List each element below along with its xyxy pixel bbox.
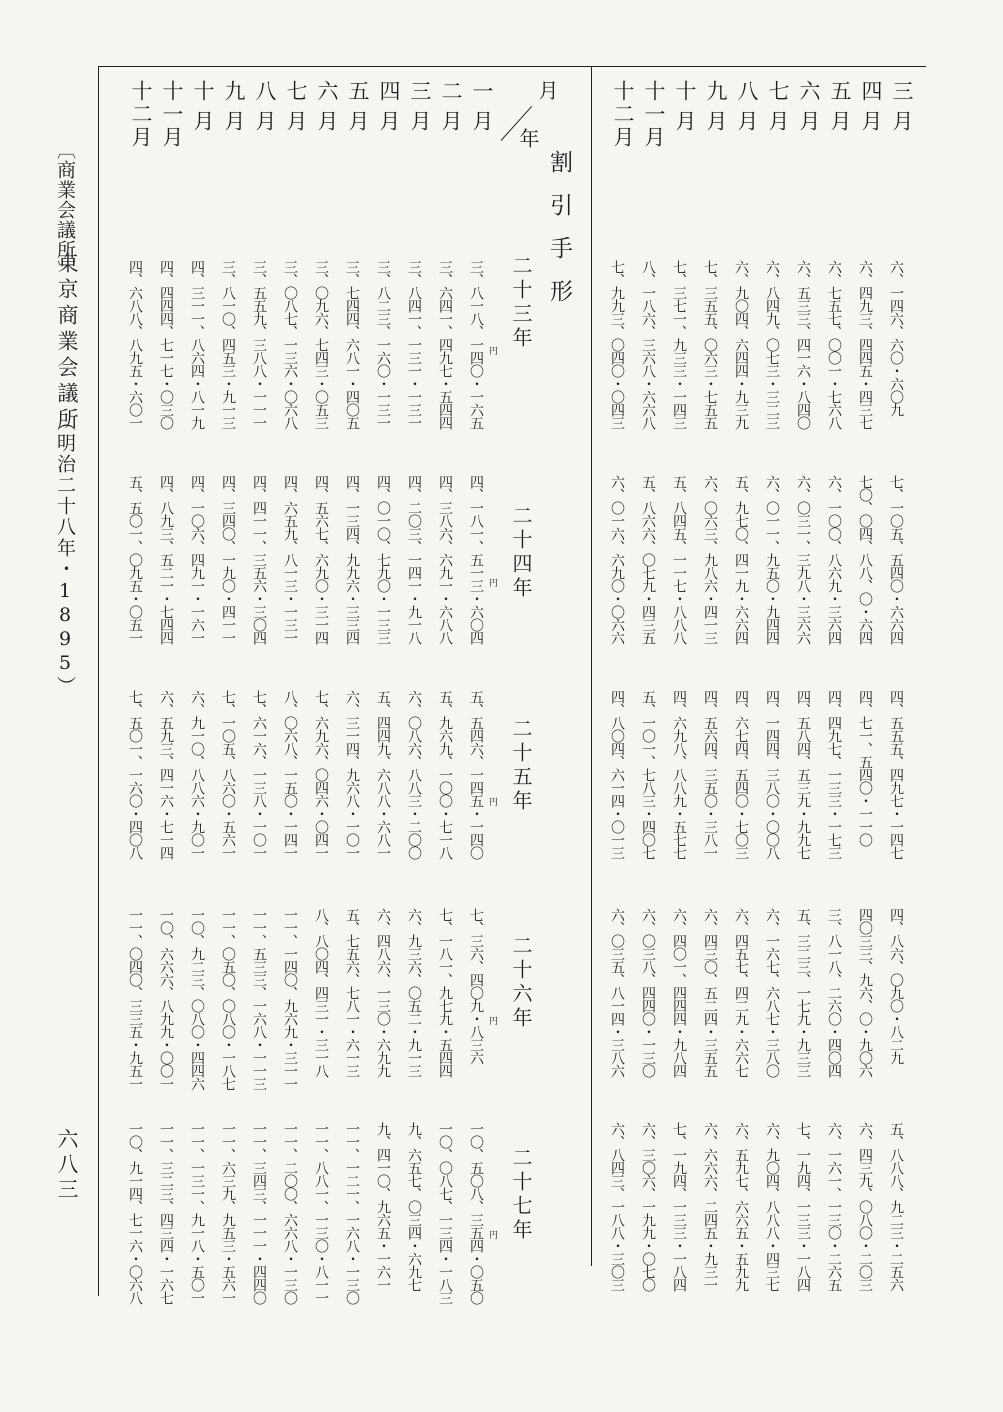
table-cell: 四、三八六、六九一・六八八 <box>437 475 453 644</box>
table-cell: 六、九三六、〇五二・九一三 <box>406 908 422 1077</box>
month-label: 八月 <box>735 80 759 140</box>
year-header-27: 二十七年 <box>509 1147 533 1243</box>
month-label: 四月 <box>859 80 883 140</box>
table-cell: 四、四四四、七一七・〇三〇 <box>158 260 174 429</box>
month-label: 七月 <box>284 80 308 140</box>
table-cell: 三、七四四、六八一・四〇五 <box>344 260 360 429</box>
table-cell: 一一、五三三、一六八・一一三 <box>251 908 267 1090</box>
table-cell: 六、三一四、九六八・一〇一 <box>344 690 360 859</box>
table-cell: 三、八二三、一六〇・一三一 <box>375 260 391 429</box>
table-cell: 六、三〇六、一九九・〇七〇 <box>640 1122 656 1291</box>
month-label: 十一月 <box>642 80 666 149</box>
table-cell: 六、〇三五、八一四・三八六 <box>609 908 625 1077</box>
table-cell: 五、一〇一、七八三・四〇七 <box>640 690 656 859</box>
table-cell: 三、八一〇、四五三・九一三 <box>220 260 236 429</box>
year-header-23: 二十三年 <box>509 255 533 351</box>
table-cell: 六、八四九、〇七三・三二三 <box>764 260 780 429</box>
table-cell: 七、一〇五、五四〇・六六四 <box>888 475 904 644</box>
table-cell: 六、四八六、一三〇・六九九 <box>375 908 391 1077</box>
table-cell: 四、五五五、四九七・一四七 <box>888 690 904 859</box>
table-cell: 六、八四三、一八八・三〇三 <box>609 1122 625 1291</box>
table-cell: 一一、一四〇、九六九・三一一 <box>282 908 298 1090</box>
corner-month-label: 月 <box>535 80 559 100</box>
table-cell: 七〇、〇四、八八、〇・六四 <box>857 475 873 644</box>
month-label: 九月 <box>222 80 246 140</box>
table-cell: 五、四四九、六八八・六八一 <box>375 690 391 859</box>
month-label: 六月 <box>315 80 339 140</box>
table-cell: 八、八〇四、四三一・三一八 <box>313 908 329 1077</box>
table-cell: 五、八六六、〇七九・四三五 <box>640 475 656 644</box>
page-number: 六八三 <box>55 1128 79 1203</box>
table-cell: 七、三七一、九三三・一四三 <box>671 260 687 429</box>
month-label: 十月 <box>673 80 697 140</box>
month-label: 一月 <box>470 80 494 140</box>
month-label: 七月 <box>766 80 790 140</box>
table-cell: 六、一〇〇、八六九・三六四 <box>826 475 842 644</box>
table-cell: 四、五八四、五三九・九九七 <box>795 690 811 859</box>
year-header-24: 二十四年 <box>509 505 533 601</box>
table-cell: 五、七五六、七八一・六一三 <box>344 908 360 1077</box>
table-cell: 六、四五七、四二九・六六七 <box>733 908 749 1077</box>
table-cell: 六、一六七、六八七・三八〇 <box>764 908 780 1077</box>
table-cell: 一一、〇四〇、三三五・九五一 <box>127 908 143 1090</box>
table-cell: 六、一六一、一三〇・二六五 <box>826 1122 842 1291</box>
table-cell: 八、〇六八、一五〇・一四一 <box>282 690 298 859</box>
month-label: 十二月 <box>611 80 635 149</box>
month-label: 四月 <box>377 80 401 140</box>
table-cell: 六、七五七、〇〇一・七六八 <box>826 260 842 429</box>
year-header-25: 二十五年 <box>509 718 533 814</box>
table-cell: 四、八六、〇九〇・八二九 <box>888 908 904 1064</box>
table-cell: 五、九六九、一〇〇・七一八 <box>437 690 453 859</box>
publisher-label: 東京商業会議所 <box>55 252 79 434</box>
table-cell: 七、三五五、〇六三・七五五 <box>702 260 718 429</box>
table-cell: 三、五五九、三八八・一一一 <box>251 260 267 429</box>
table-cell: 七、六一六、一三八・一〇一 <box>251 690 267 859</box>
table-cell: 四、八〇四、六一四・〇一三 <box>609 690 625 859</box>
table-cell: 三、六四一、四九七・五四四 <box>437 260 453 429</box>
table-cell: 五、九七〇、四一九・六六四 <box>733 475 749 644</box>
table-cell: 四、五六七、六九〇・三一四 <box>313 475 329 644</box>
table-top-rule <box>98 66 926 67</box>
table-cell: 四、七一、五四〇・一一〇 <box>857 690 873 846</box>
table-cell: 一一、二〇〇、六六八・一三〇 <box>282 1122 298 1304</box>
table-cell: 六、九〇四、六四四・九三九 <box>733 260 749 429</box>
table-cell: 六、〇一一、九五〇・九四四 <box>764 475 780 644</box>
table-cell: 七、三六、四〇九・八三六 <box>468 908 484 1064</box>
table-cell: 六、〇六三、九八六・四一三 <box>702 475 718 644</box>
table-cell: 七、一八一、九七九・五四四 <box>437 908 453 1077</box>
table-cell: 四、四一一、三五六・三〇四 <box>251 475 267 644</box>
table-cell: 七、六九六、〇四六・〇四一 <box>313 690 329 859</box>
table-cell: 一一、三二三、四三四・一六七 <box>158 1122 174 1304</box>
source-label: 〔商業会議所〕 <box>54 140 76 280</box>
table-cell: 四、三一一、八六四・八一九 <box>189 260 205 429</box>
table-cell: 七、九九三、〇四〇・〇四三 <box>609 260 625 429</box>
table-cell: 六、五九七、六六五・五九九 <box>733 1122 749 1291</box>
month-label: 八月 <box>253 80 277 140</box>
table-cell: 一一、三四三、一一一・四四〇 <box>251 1122 267 1304</box>
table-cell: 六、〇三一、三九八・三六六 <box>795 475 811 644</box>
table-cell: 三、八四一、一三一・一三一 <box>406 260 422 429</box>
table-cell: 七、一九四、一三三・一八四 <box>671 1122 687 1291</box>
table-cell: 七、一九四、一三三・一八四 <box>795 1122 811 1291</box>
table-cell: 五、五〇一、〇九五・〇五一 <box>127 475 143 644</box>
table-cell: 四、三四〇、一九〇・四一一 <box>220 475 236 644</box>
table-cell: 六、四三〇、五二四・三五五 <box>702 908 718 1077</box>
table-cell: 一〇、六六六、八九九・〇〇一 <box>158 908 174 1090</box>
table-cell: 四、一〇六、四九一・一六一 <box>189 475 205 644</box>
month-label: 六月 <box>797 80 821 140</box>
table-cell: 四、六七四、五四〇・七〇三 <box>733 690 749 859</box>
table-cell: 四、四九七、一三三・一七三 <box>826 690 842 859</box>
table-cell: 三、八一八、二六〇・四〇四 <box>826 908 842 1077</box>
table-cell: 七、一〇五、八六〇・五六一 <box>220 690 236 859</box>
table-cell: 四、一四四、三八〇・〇〇八 <box>764 690 780 859</box>
table-cell: 四、一八一、五一三・六〇四 <box>468 475 484 644</box>
table-cell: 五、五四六、一四五・一四〇 <box>468 690 484 859</box>
table-cell: 五、八四五、一一七・八八八 <box>671 475 687 644</box>
table-cell: 一〇、五〇八、三五四・〇五〇 <box>468 1122 484 1304</box>
table-cell: 六、六六六、二四五・九三一 <box>702 1122 718 1291</box>
table-cell: 六、〇八六、八八三・二〇〇 <box>406 690 422 859</box>
table-cell: 四、六五九、八一三・一三一 <box>282 475 298 644</box>
table-cell: 六、四九三、四四五・四三七 <box>857 260 873 429</box>
year-header-26: 二十六年 <box>509 935 533 1031</box>
table-cell: 四、一三四、九九六・三三四 <box>344 475 360 644</box>
table-cell: 四、〇一〇、七九〇・一三三 <box>375 475 391 644</box>
table-cell: 四〇三三、九六、〇・九〇六 <box>857 908 873 1077</box>
table-cell: 六、五三三、四一六・八四〇 <box>795 260 811 429</box>
month-label: 五月 <box>346 80 370 140</box>
month-label: 三月 <box>890 80 914 140</box>
month-label: 二月 <box>439 80 463 140</box>
table-cell: 六、〇一六、六九〇・〇六六 <box>609 475 625 644</box>
table-center-rule <box>591 66 592 1266</box>
table-cell: 一一、六三九、九五三・五六一 <box>220 1122 236 1304</box>
year-label: （明治二十八年・1895） <box>54 412 76 697</box>
table-cell: 一〇、〇八七、一三四・一八三 <box>437 1122 453 1304</box>
table-cell: 三、〇八七、一三六・〇六八 <box>282 260 298 429</box>
table-cell: 六、四三九、〇八〇・二〇三 <box>857 1122 873 1291</box>
table-cell: 一〇、九二三、〇八〇・四四六 <box>189 908 205 1090</box>
table-cell: 七、五〇一、一六〇・四〇八 <box>127 690 143 859</box>
month-label: 十一月 <box>160 80 184 149</box>
month-label: 三月 <box>408 80 432 140</box>
table-cell: 五、三二三、一七九・九三三 <box>795 908 811 1077</box>
month-label: 五月 <box>828 80 852 140</box>
table-cell: 六、九〇四、八八八・四三七 <box>764 1122 780 1291</box>
month-label: 十二月 <box>129 80 153 149</box>
table-cell: 六、九一〇、八八六・九〇一 <box>189 690 205 859</box>
table-cell: 八、一八六、三六八・六六八 <box>640 260 656 429</box>
table-cell: 三、〇九六、七四三・〇五三 <box>313 260 329 429</box>
yen-mark: 円 <box>489 1017 499 1027</box>
table-cell: 一一、一三一、九一八・五〇一 <box>189 1122 205 1304</box>
table-cell: 四、六八八、八九五・六〇一 <box>127 260 143 429</box>
table-cell: 一一、一二一、一六八・一三〇 <box>344 1122 360 1304</box>
yen-mark: 円 <box>489 798 499 808</box>
month-label: 十月 <box>191 80 215 140</box>
corner-year-label: 年 <box>516 128 540 148</box>
table-cell: 六、一四六、六〇・六〇九 <box>888 260 904 416</box>
month-label: 九月 <box>704 80 728 140</box>
table-cell: 四、六九八、八八九・五七七 <box>671 690 687 859</box>
table-left-rule <box>98 66 99 1296</box>
table-cell: 六、〇三八、四四〇・一三〇 <box>640 908 656 1077</box>
table-title: 割引手形 <box>546 150 572 322</box>
table-cell: 九、四一〇、九六五・一六一 <box>375 1122 391 1291</box>
table-cell: 六、四〇一、四四四・九八四 <box>671 908 687 1077</box>
table-cell: 六、五九三、四一六・七一四 <box>158 690 174 859</box>
table-cell: 三、八一八、一四〇・一六五 <box>468 260 484 429</box>
table-cell: 四、五六四、三五〇・三八一 <box>702 690 718 859</box>
table-cell: 四、八九三、五二一・七四四 <box>158 475 174 644</box>
yen-mark: 円 <box>489 579 499 589</box>
table-cell: 四、二〇三、一四一・九一八 <box>406 475 422 644</box>
table-cell: 一〇、九一四、七一六・〇六八 <box>127 1122 143 1304</box>
table-cell: 一一、〇五〇、〇八〇・一八七 <box>220 908 236 1090</box>
yen-mark: 円 <box>489 347 499 357</box>
table-cell: 九、六五七、〇三四・六九七 <box>406 1122 422 1291</box>
table-cell: 五、八八八、九二三・二五六 <box>888 1122 904 1291</box>
table-cell: 一一、八八一、一三〇・八一一 <box>313 1122 329 1304</box>
yen-mark: 円 <box>489 1231 499 1241</box>
